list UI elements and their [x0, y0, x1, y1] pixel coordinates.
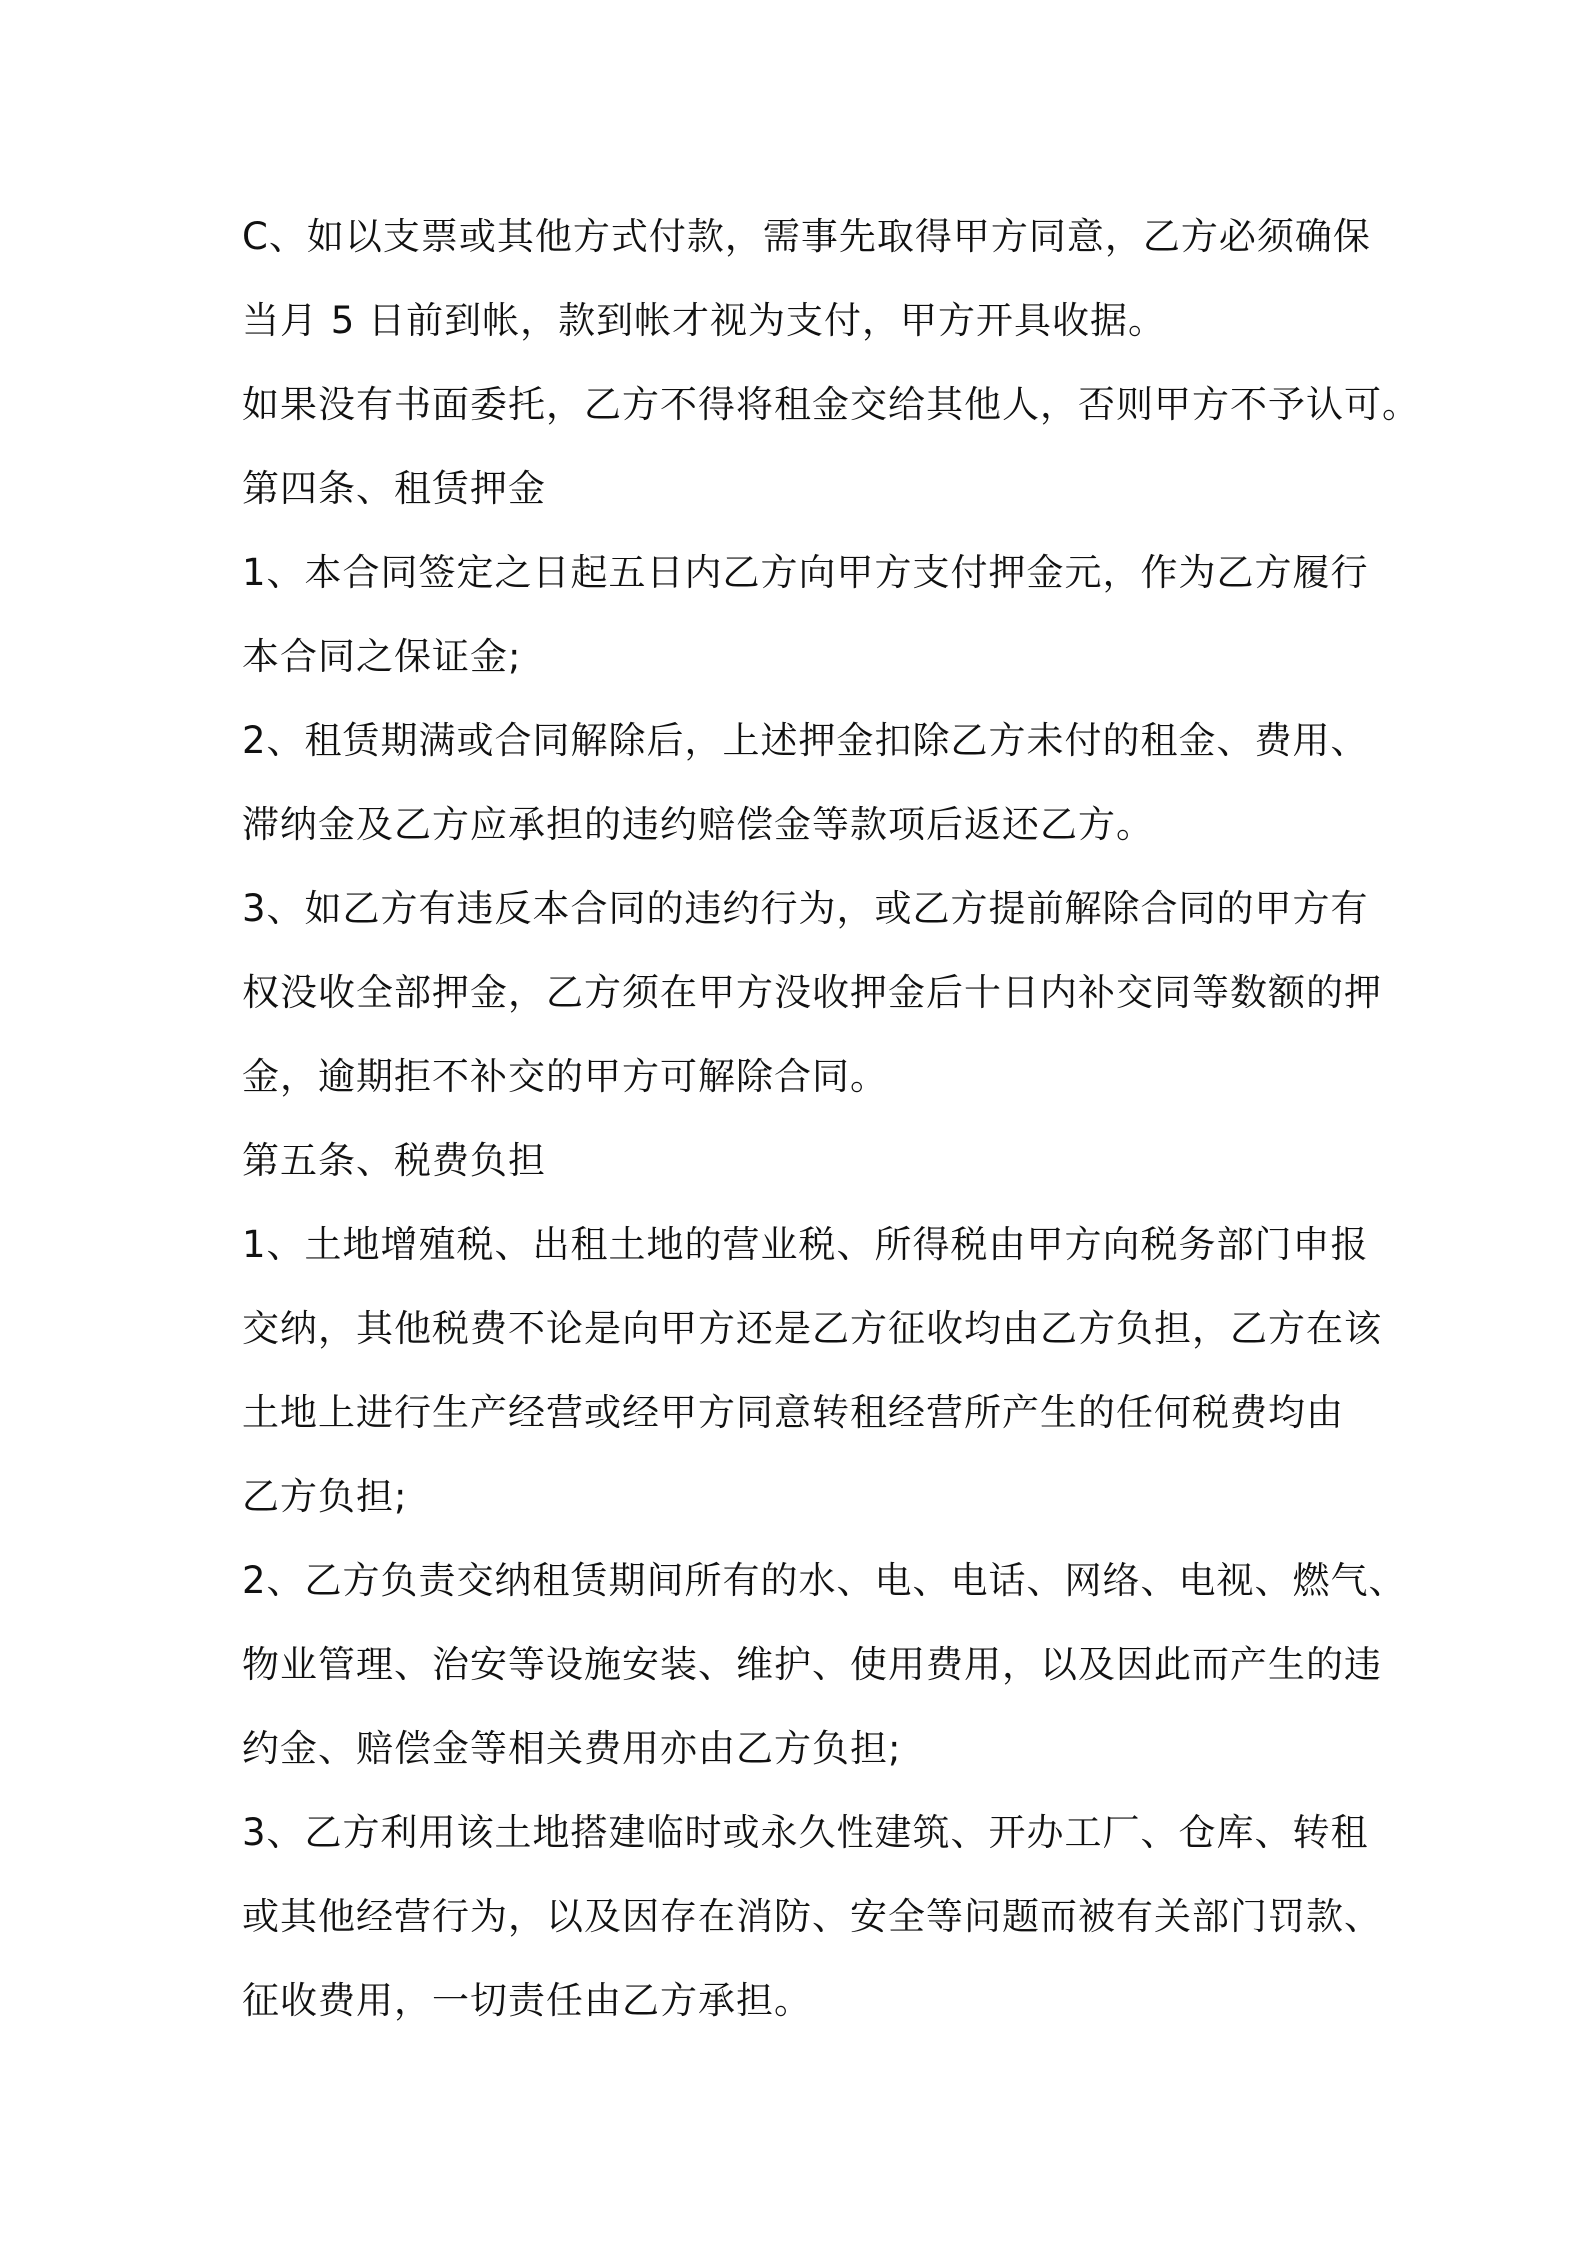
text-line: 物业管理、治安等设施安装、维护、使用费用，以及因此而产生的违 [242, 1643, 1382, 1686]
text-line: 3、如乙方有违反本合同的违约行为，或乙方提前解除合同的甲方有 [242, 887, 1369, 930]
text-line: 2、乙方负责交纳租赁期间所有的水、电、电话、网络、电视、燃气、 [242, 1559, 1407, 1602]
text-line: C、如以支票或其他方式付款，需事先取得甲方同意，乙方必须确保 [242, 215, 1371, 258]
text-line: 或其他经营行为，以及因存在消防、安全等问题而被有关部门罚款、 [242, 1895, 1382, 1938]
text-line: 土地上进行生产经营或经甲方同意转租经营所产生的任何税费均由 [242, 1391, 1344, 1434]
text-line: 交纳，其他税费不论是向甲方还是乙方征收均由乙方负担，乙方在该 [242, 1307, 1382, 1350]
text-line: 1、土地增殖税、出租土地的营业税、所得税由甲方向税务部门申报 [242, 1223, 1369, 1266]
text-line: 如果没有书面委托，乙方不得将租金交给其他人，否则甲方不予认可。 [242, 383, 1420, 426]
text-line: 1、本合同签定之日起五日内乙方向甲方支付押金元，作为乙方履行 [242, 551, 1369, 594]
text-line: 乙方负担; [242, 1475, 408, 1518]
text-line: 金，逾期拒不补交的甲方可解除合同。 [242, 1055, 888, 1098]
text-line: 3、乙方利用该土地搭建临时或永久性建筑、开办工厂、仓库、转租 [242, 1811, 1369, 1854]
text-line: 约金、赔偿金等相关费用亦由乙方负担; [242, 1727, 902, 1770]
text-line: 征收费用，一切责任由乙方承担。 [242, 1979, 812, 2022]
text-line: 2、租赁期满或合同解除后，上述押金扣除乙方未付的租金、费用、 [242, 719, 1369, 762]
text-line: 当月 5 日前到帐，款到帐才视为支付，甲方开具收据。 [242, 299, 1167, 342]
document-page [242, 195, 1420, 2043]
text-line: 滞纳金及乙方应承担的违约赔偿金等款项后返还乙方。 [242, 803, 1154, 846]
section-heading: 第五条、税费负担 [242, 1139, 546, 1182]
text-line: 权没收全部押金，乙方须在甲方没收押金后十日内补交同等数额的押 [242, 971, 1382, 1014]
text-line: 本合同之保证金; [242, 635, 522, 678]
section-heading: 第四条、租赁押金 [242, 467, 546, 510]
